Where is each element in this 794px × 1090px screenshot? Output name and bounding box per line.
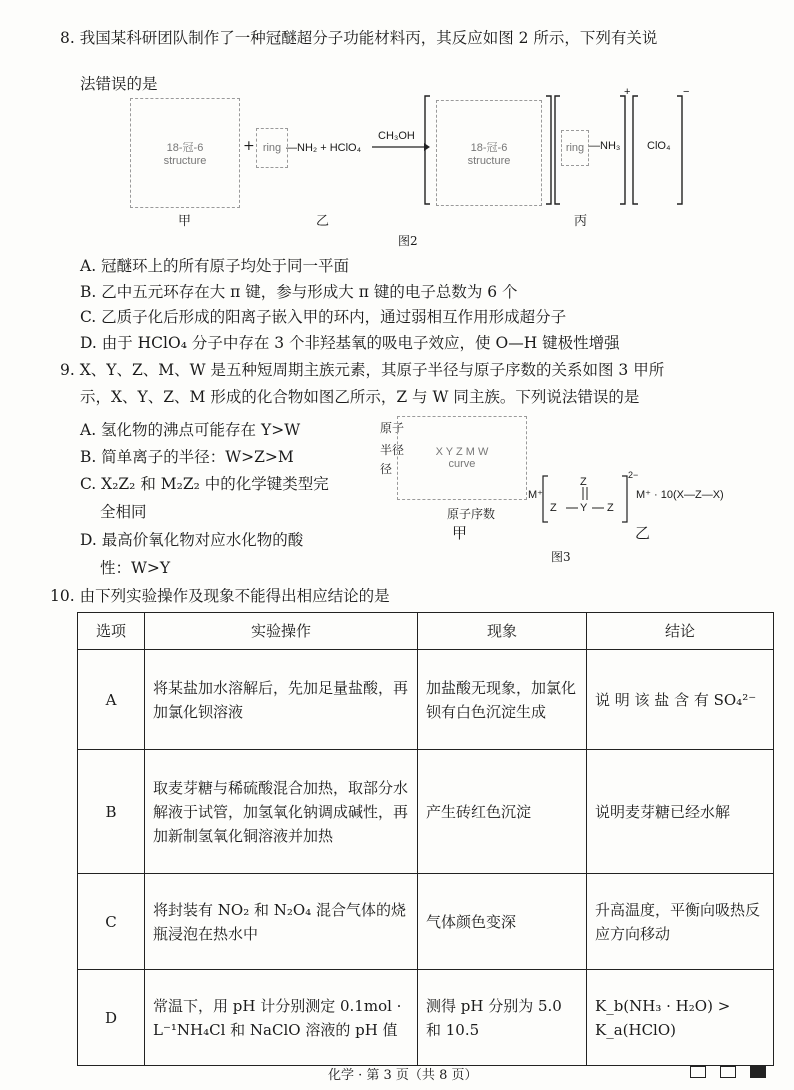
row-b-option: B	[78, 750, 145, 874]
triazole-yi-ring: ring	[256, 128, 288, 168]
yi-nh2-hclo4: —NH₂ + HClO₄	[286, 142, 362, 154]
table-row	[78, 650, 774, 750]
row-d-phenomenon: 测得 pH 分别为 5.0 和 10.5	[418, 970, 587, 1066]
bing-nh3: —NH₃	[589, 140, 621, 152]
reaction-arrow	[372, 141, 430, 153]
q9-option-c-line1: C. X₂Z₂ 和 M₂Z₂ 中的化学键类型完	[80, 475, 329, 493]
fig3-yi-mplus-left: M⁺	[528, 489, 543, 501]
figure-3-caption: 图3	[551, 550, 571, 564]
header-operation: 实验操作	[145, 613, 418, 650]
fig3-yi-z-top: Z	[580, 476, 587, 488]
page-footer: 化学 · 第 3 页（共 8 页）	[328, 1068, 478, 1083]
table-row	[78, 874, 774, 970]
row-c-phenomenon: 气体颜色变深	[418, 874, 587, 970]
plus-sign: +	[243, 138, 255, 154]
page-marker-square-icon	[720, 1066, 736, 1078]
q9-stem-line2: 示，X、Y、Z、M 形成的化合物如图乙所示，Z 与 W 同主族。下列说法错误的是	[80, 388, 640, 406]
q9-stem-line1: 9. X、Y、Z、M、W 是五种短周期主族元素，其原子半径与原子序数的关系如图 3 甲所	[60, 361, 665, 379]
row-c-operation: 将封装有 NO₂ 和 N₂O₄ 混合气体的烧瓶浸泡在热水中	[145, 874, 418, 970]
page-markers	[690, 1066, 766, 1078]
header-phenomenon: 现象	[418, 613, 587, 650]
q9-option-a: A. 氢化物的沸点可能存在 Y>W	[80, 421, 301, 439]
fig3-yi-z-right: Z	[607, 502, 614, 514]
fig3-label-jia: 甲	[452, 524, 468, 542]
label-yi: 乙	[316, 214, 330, 229]
fig3-yi-y-center: Y	[580, 502, 588, 514]
header-conclusion: 结论	[587, 613, 774, 650]
row-b-operation: 取麦芽糖与稀硫酸混合加热，取部分水解液于试管，加氢氧化钠调成碱性，再加新制氢氧化铜溶液并加热	[145, 750, 418, 874]
q8-option-b: B. 乙中五元环存在大 π 键，参与形成大 π 键的电子总数为 6 个	[80, 283, 518, 301]
page-marker-filled-icon	[750, 1066, 766, 1078]
fig3-yi-charge: 2−	[628, 470, 639, 480]
row-d-operation: 常温下，用 pH 计分别测定 0.1mol · L⁻¹NH₄Cl 和 NaClO 溶液的 pH 值	[145, 970, 418, 1066]
q8-stem-line1: 8. 我国某科研团队制作了一种冠醚超分子功能材料丙，其反应如图 2 所示，下列有关说	[60, 29, 658, 47]
bing-clo4: ClO₄	[647, 140, 671, 152]
fig3-jia-plot: X Y Z M W curve	[397, 416, 527, 500]
row-c-option: C	[78, 874, 145, 970]
row-a-option: A	[78, 650, 145, 750]
q9-option-d-line2: 性：W>Y	[100, 559, 171, 577]
q8-option-c: C. 乙质子化后形成的阳离子嵌入甲的环内，通过弱相互作用形成超分子	[80, 308, 567, 326]
figure-2-caption: 图2	[398, 234, 418, 248]
bing-charge-minus: −	[683, 86, 690, 98]
fig3-label-yi: 乙	[635, 524, 651, 542]
q8-option-a: A. 冠醚环上的所有原子均处于同一平面	[80, 257, 350, 275]
row-b-phenomenon: 产生砖红色沉淀	[418, 750, 587, 874]
q10-stem: 10. 由下列实验操作及现象不能得出相应结论的是	[50, 587, 390, 605]
q9-option-b: B. 简单离子的半径：W>Z>M	[80, 448, 294, 466]
q9-option-c-line2: 全相同	[100, 503, 147, 521]
fig3-yaxis-label-3: 径	[380, 462, 393, 476]
fig3-yaxis-label-1: 原子	[380, 421, 405, 435]
crown-ether-jia-structure: 18-冠-6 structure	[130, 98, 240, 208]
table-row	[78, 750, 774, 874]
row-a-phenomenon: 加盐酸无现象，加氯化钡有白色沉淀生成	[418, 650, 587, 750]
crown-ether-bing-structure: 18-冠-6 structure	[436, 100, 542, 206]
row-d-conclusion: K_b(NH₃ · H₂O) > K_a(HClO)	[587, 970, 774, 1066]
table-row	[78, 970, 774, 1066]
page-marker-square-icon	[690, 1066, 706, 1078]
header-option: 选项	[78, 613, 145, 650]
row-a-conclusion: 说 明 该 盐 含 有 SO₄²⁻	[587, 650, 774, 750]
table-header-row	[78, 613, 774, 650]
row-d-option: D	[78, 970, 145, 1066]
row-a-operation: 将某盐加水溶解后，先加足量盐酸，再加氯化钡溶液	[145, 650, 418, 750]
fig3-yi-z-left: Z	[550, 502, 557, 514]
q10-table	[77, 612, 774, 1066]
fig3-yaxis-label-2: 半径	[380, 443, 405, 457]
reaction-reagent: CH₃OH	[378, 130, 415, 142]
bing-charge-plus: +	[624, 86, 631, 98]
q8-option-d: D. 由于 HClO₄ 分子中存在 3 个非羟基氧的吸电子效应，使 O—H 键极性增强	[80, 334, 620, 352]
fig3-xaxis-label: 原子序数	[447, 507, 496, 521]
label-bing: 丙	[574, 214, 588, 229]
triazole-bing-ring: ring	[561, 130, 589, 166]
row-c-conclusion: 升高温度，平衡向吸热反应方向移动	[587, 874, 774, 970]
label-jia: 甲	[178, 214, 192, 229]
fig3-yi-formula: M⁺ · 10(X—Z—X)	[636, 489, 724, 501]
row-b-conclusion: 说明麦芽糖已经水解	[587, 750, 774, 874]
q9-option-d-line1: D. 最高价氧化物对应水化物的酸	[80, 531, 304, 549]
q8-stem-line2: 法错误的是	[80, 75, 158, 93]
